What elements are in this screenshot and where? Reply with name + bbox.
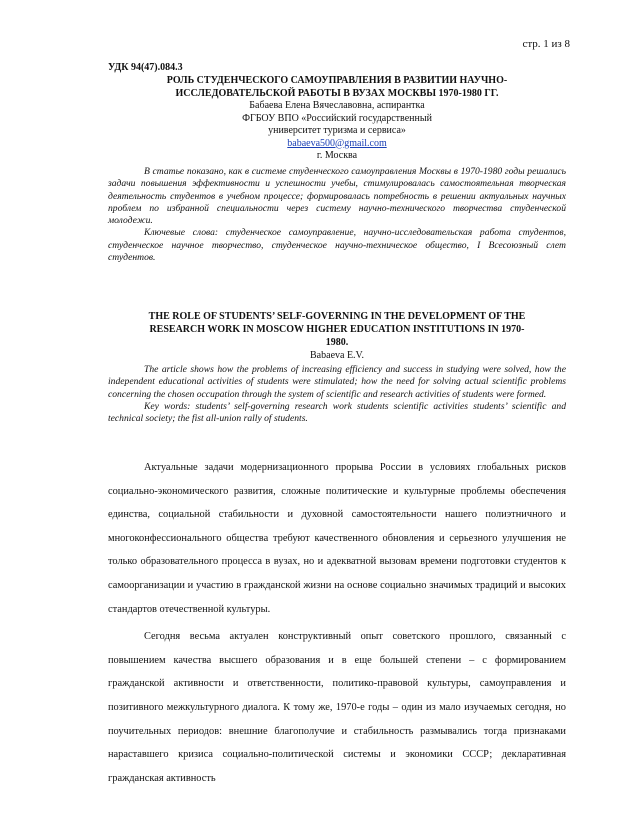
- ru-abstract-block: [108, 166, 566, 264]
- ru-author: Бабаева Елена Вячеславовна, аспирантка: [249, 100, 425, 111]
- ru-affiliation: ФГБОУ ВПО «Российский государственный: [242, 112, 432, 124]
- en-abstract-block: [108, 364, 566, 425]
- udk-code: УДК 94(47).084.3: [108, 62, 183, 73]
- ru-title: [108, 74, 566, 100]
- ru-abstract: В статье показано, как в системе студенческого самоуправления Москвы в 1970-1980 годы решались задачи повышения эффективности и успешности учебы, стимулировалась самостоятельная творческая деятельность студентов в учебном процессе; формировалась потребность в решении актуальных научных проблем по избранной специальности через систему научно-технического творчества студенческой молодежи.: [108, 166, 566, 227]
- body-paragraph: Актуальные задачи модернизационного прорыва России в условиях глобальных рисков социально-экономического развития, сложные политические и культурные проблемы обеспечения единства, социальной стабильности и духовной самостоятельности нашего полиэтничного и многоконфессионального общества требуют качественного обновления и серьезного улучшения не только образовательного процесса в вузах, но и адекватной вызовам времени подготовки студентов к самоорганизации и участию в гражданской жизни на основе социально значимых традиций и высоких стандартов отечественной культуры.: [108, 462, 566, 615]
- en-keywords: Key words: students’ self-governing research work students scientific activities students’ scientific and technical society; the fist all-union rally of students.: [108, 400, 566, 425]
- ru-author-block: [108, 100, 566, 163]
- en-title: [108, 310, 566, 349]
- article-body: [108, 456, 566, 790]
- author-email-link[interactable]: babaeva500@gmail.com: [287, 137, 387, 149]
- en-title-line: RESEARCH WORK IN MOSCOW HIGHER EDUCATION INSTITUTIONS IN 1970-: [149, 324, 525, 335]
- ru-keywords: Ключевые слова: студенческое самоуправление, научно-исследовательская работа студентов, студенческое научное творчество, студенческое научно-техническое общество, I Всесоюзный слет студентов.: [108, 227, 566, 264]
- en-title-line: 1980.: [325, 337, 349, 348]
- ru-affiliation: университет туризма и сервиса»: [268, 125, 406, 136]
- en-author: Babaeva E.V.: [310, 350, 364, 361]
- ru-title-line: ИССЛЕДОВАТЕЛЬСКОЙ РАБОТЫ В ВУЗАХ МОСКВЫ 1970-1980 ГГ.: [175, 88, 499, 99]
- ru-city: г. Москва: [316, 150, 358, 161]
- ru-title-line: РОЛЬ СТУДЕНЧЕСКОГО САМОУПРАВЛЕНИЯ В РАЗВИТИИ НАУЧНО-: [166, 75, 508, 86]
- en-abstract: The article shows how the problems of increasing efficiency and success in studying were solved, how the independent educational activities of students were stimulated; how the need for solving actual scientific problems concerning the chosen occupation through the system of scientific and research activities of students were formed.: [108, 364, 566, 400]
- page-number: стр. 1 из 8: [522, 38, 570, 50]
- en-title-line: THE ROLE OF STUDENTS’ SELF-GOVERNING IN THE DEVELOPMENT OF THE: [148, 311, 526, 322]
- body-paragraph: Сегодня весьма актуален конструктивный опыт советского прошлого, связанный с повышением качества высшего образования и в еще большей степени – с формированием гражданской активности и ответственности, политико-правовой культуры, самоуправления и позитивного межкультурного диалога. К тому же, 1970-е годы – один из мало изучаемых сегодня, но поучительных периодов: внешние благополучие и стабильность размывались тогда признаками нараставшего кризиса социально-политической системы и экономики СССР; декларативная гражданская активность: [108, 631, 566, 784]
